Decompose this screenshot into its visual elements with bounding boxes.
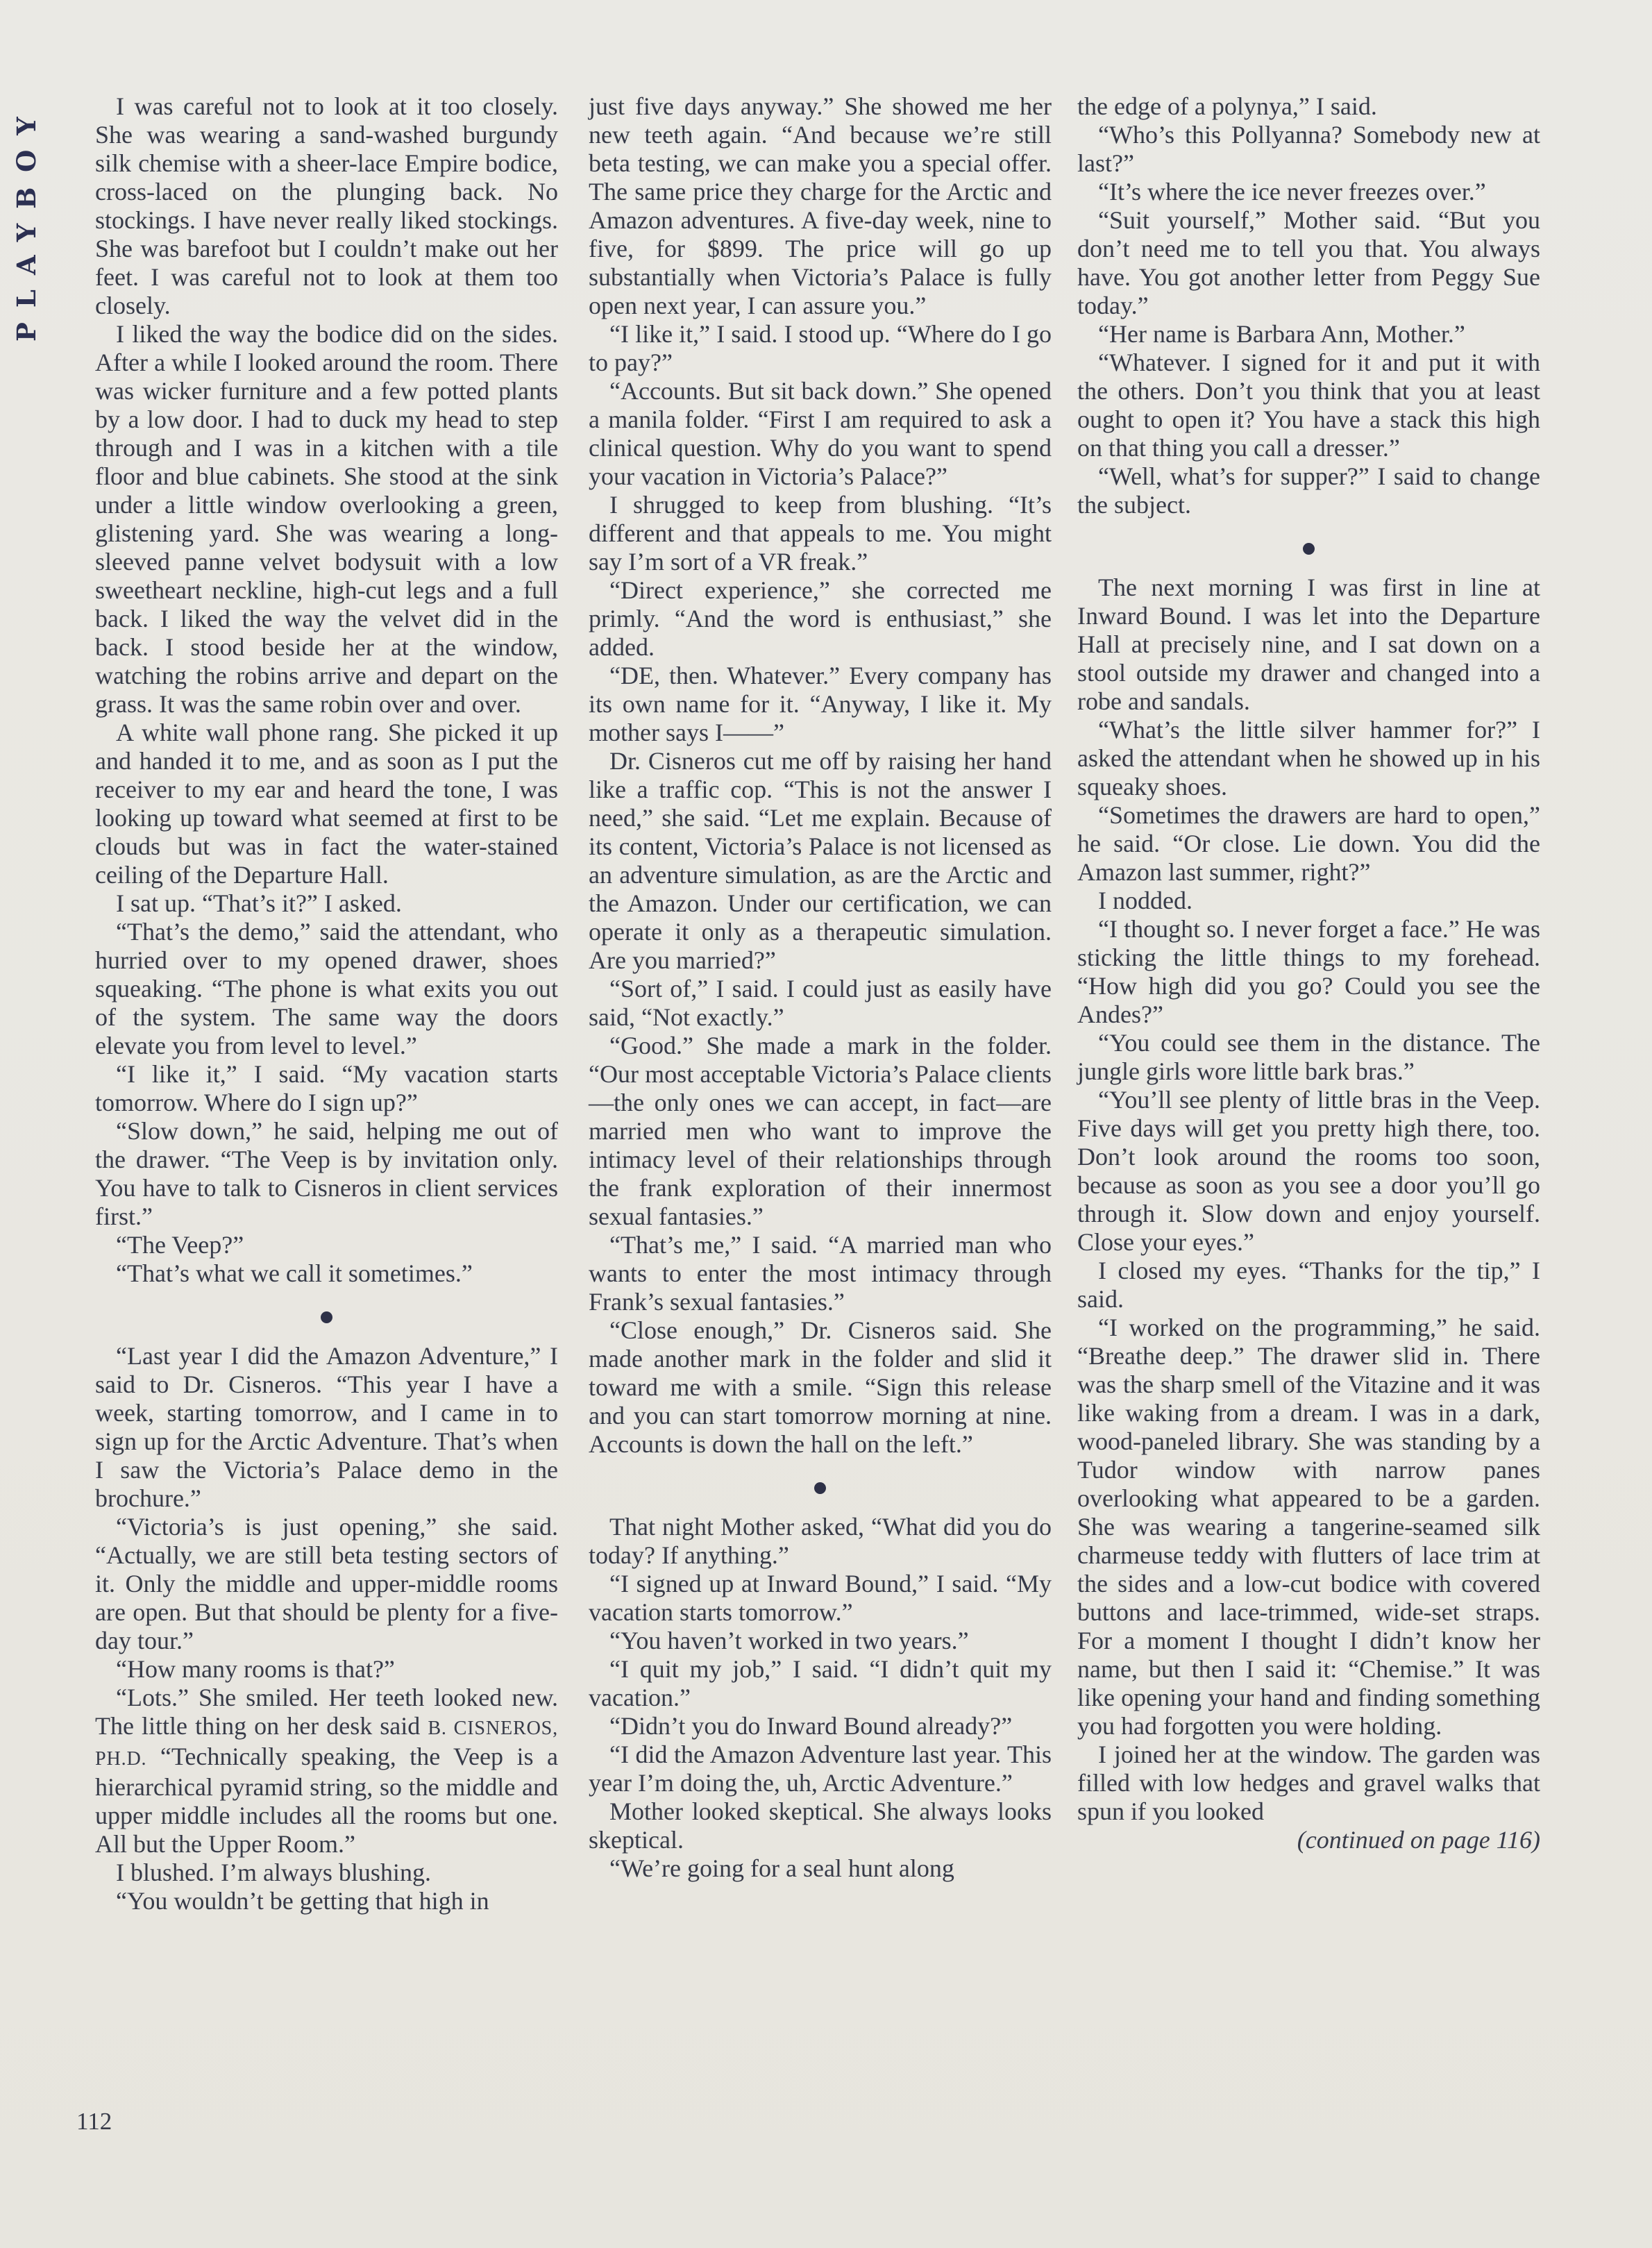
paragraph: “How many rooms is that?”	[116, 1655, 395, 1683]
paragraph: “That’s me,” I said. “A married man who wants to enter the most intimacy through Frank’s sexual fantasies.”	[589, 1231, 1052, 1316]
continued-note: (continued on page 116)	[1297, 1826, 1540, 1854]
paragraph: “Close enough,” Dr. Cisneros said. She made another mark in the folder and slid it toward me with a smile. “Sign this release and you can start tomorrow morning at nine. Accounts is down the hall on the left.”	[589, 1316, 1052, 1458]
paragraph: I blushed. I’m always blushing.	[116, 1859, 431, 1886]
magazine-spine-label: PLAYBOY	[11, 102, 42, 342]
paragraph: A white wall phone rang. She picked it up and handed it to me, and as soon as I put the receiver to my ear and heard the tone, I was looking up toward what seemed at first to be clouds but was in fact the water-stained ceiling of the Departure Hall.	[95, 719, 558, 889]
paragraph: I shrugged to keep from blushing. “It’s different and that appeals to me. You might say I’m sort of a VR freak.”	[589, 491, 1052, 576]
paragraph: “You’ll see plenty of little bras in the Veep. Five days will get you pretty high there, too. Don’t look around the rooms too soon, because as soon as you see a door you’ll go through it. Slow down and enjoy yourself. Close your eyes.”	[1077, 1086, 1540, 1256]
paragraph: Mother looked skeptical. She always looks skeptical.	[589, 1797, 1052, 1854]
paragraph: “I signed up at Inward Bound,” I said. “My vacation starts tomorrow.”	[589, 1570, 1052, 1626]
paragraph: the edge of a polynya,” I said.	[1077, 92, 1377, 120]
separator-dot-icon	[814, 1482, 826, 1494]
paragraph: Dr. Cisneros cut me off by raising her hand like a traffic cop. “This is not the answer I need,” she said. “Let me explain. Because of its content, Victoria’s Palace is not licensed as an adventure simulation, as are the Arctic and the Amazon. Under our certification, we can operate it only as a therapeutic simulation. Are you married?”	[589, 747, 1052, 974]
paragraph: “Whatever. I signed for it and put it with the others. Don’t you think that you at least ought to open it? You have a stack this high on that thing you call a dresser.”	[1077, 349, 1540, 462]
page-number: 112	[76, 2108, 112, 2135]
paragraph: just five days anyway.” She showed me her new teeth again. “And because we’re still beta testing, we can make you a special offer. The same price they charge for the Arctic and Amazon adventures. A five-day week, nine to five, for $899. The price will go up substantially when Victoria’s Palace is fully open next year, I can assure you.”	[589, 92, 1052, 319]
paragraph: “Her name is Barbara Ann, Mother.”	[1098, 320, 1465, 348]
paragraph: “Suit yourself,” Mother said. “But you don’t need me to tell you that. You always have. You got another letter from Peggy Sue today.”	[1077, 206, 1540, 319]
section-separator	[95, 1288, 558, 1342]
paragraph: “Didn’t you do Inward Bound already?”	[609, 1712, 1013, 1740]
paragraph: I nodded.	[1098, 887, 1192, 914]
paragraph: “I thought so. I never forget a face.” He was sticking the little things to my forehead. “How high did you go? Could you see the Andes?”	[1077, 915, 1540, 1028]
text-column-1	[95, 92, 558, 1915]
paragraph: “Sometimes the drawers are hard to open,” he said. “Or close. Lie down. You did the Amazon last summer, right?”	[1077, 801, 1540, 886]
desk-nameplate-text: B. CISNEROS, PH.D.	[95, 1718, 559, 1770]
paragraph: I joined her at the window. The garden was filled with low hedges and gravel walks that spun if you looked	[1077, 1740, 1540, 1825]
paragraph: I was careful not to look at it too closely. She was wearing a sand-washed burgundy silk chemise with a sheer-lace Empire bodice, cross-laced on the plunging back. No stockings. I have never really liked stockings. She was barefoot but I couldn’t make out her feet. I was careful not to look at them too closely.	[95, 92, 558, 319]
paragraph: “That’s what we call it sometimes.”	[116, 1259, 473, 1287]
paragraph: “You could see them in the distance. The jungle girls wore little bark bras.”	[1077, 1029, 1540, 1085]
text-column-3	[1077, 92, 1540, 1854]
paragraph: “I did the Amazon Adventure last year. This year I’m doing the, uh, Arctic Adventure.”	[589, 1740, 1052, 1797]
paragraph: That night Mother asked, “What did you do today? If anything.”	[589, 1513, 1052, 1569]
paragraph: “Who’s this Pollyanna? Somebody new at last?”	[1077, 121, 1540, 177]
paragraph: “Slow down,” he said, helping me out of the drawer. “The Veep is by invitation only. You have to talk to Cisneros in client services first.”	[95, 1117, 558, 1230]
text-column-2	[589, 92, 1052, 1883]
paragraph: I closed my eyes. “Thanks for the tip,” I said.	[1077, 1257, 1540, 1313]
paragraph: “Lots.” She smiled. Her teeth looked new. The little thing on her desk said B. CISNEROS, PH.D. “Technically speaking, the Veep is a hierarchical pyramid string, so the middle and upper middle includes all the rooms but one. All but the Upper Room.”	[95, 1684, 559, 1858]
paragraph: “Sort of,” I said. I could just as easily have said, “Not exactly.”	[589, 975, 1052, 1031]
paragraph: “I like it,” I said. “My vacation starts tomorrow. Where do I sign up?”	[95, 1060, 558, 1116]
paragraph: “I like it,” I said. I stood up. “Where do I go to pay?”	[589, 320, 1052, 376]
paragraph: “Good.” She made a mark in the folder. “Our most acceptable Victoria’s Palace clients—the only ones we can accept, in fact—are married men who want to improve the intimacy level of their relationships through the frank exploration of their innermost sexual fantasies.”	[589, 1032, 1052, 1230]
paragraph: “Well, what’s for supper?” I said to change the subject.	[1077, 462, 1540, 519]
paragraph: “DE, then. Whatever.” Every company has its own name for it. “Anyway, I like it. My mother says I——”	[589, 662, 1052, 746]
paragraph: “Accounts. But sit back down.” She opened a manila folder. “First I am required to ask a clinical question. Why do you want to spend your vacation in Victoria’s Palace?”	[589, 377, 1052, 490]
paragraph: “That’s the demo,” said the attendant, who hurried over to my opened drawer, shoes squeaking. “The phone is what exits you out of the system. The same way the doors elevate you from level to level.”	[95, 918, 558, 1059]
paragraph: I sat up. “That’s it?” I asked.	[116, 889, 402, 917]
section-separator	[589, 1459, 1052, 1513]
paragraph: “What’s the little silver hammer for?” I asked the attendant when he showed up in his squeaky shoes.	[1077, 716, 1540, 800]
paragraph: “Direct experience,” she corrected me primly. “And the word is enthusiast,” she added.	[589, 576, 1052, 661]
paragraph: “The Veep?”	[116, 1231, 244, 1259]
paragraph: “I quit my job,” I said. “I didn’t quit my vacation.”	[589, 1655, 1052, 1711]
paragraph: “Last year I did the Amazon Adventure,” I said to Dr. Cisneros. “This year I have a week, starting tomorrow, and I came in to sign up for the Arctic Adventure. That’s when I saw the Victoria’s Palace demo in the brochure.”	[95, 1342, 558, 1512]
paragraph: “We’re going for a seal hunt along	[609, 1854, 954, 1882]
paragraph: The next morning I was first in line at Inward Bound. I was let into the Departure Hall at precisely nine, and I sat down on a stool outside my drawer and changed into a robe and sandals.	[1077, 573, 1540, 715]
paragraph: “You wouldn’t be getting that high in	[116, 1887, 489, 1915]
separator-dot-icon	[1303, 543, 1315, 555]
paragraph: “You haven’t worked in two years.”	[609, 1627, 969, 1654]
paragraph: “Victoria’s is just opening,” she said. “Actually, we are still beta testing sectors of it. Only the middle and upper-middle rooms are open. But that should be plenty for a five-day tour.”	[95, 1513, 558, 1654]
paragraph: “I worked on the programming,” he said. “Breathe deep.” The drawer slid in. There was the sharp smell of the Vitazine and it was like waking from a dream. I was in a dark, wood-paneled library. She was standing by a Tudor window with narrow panes overlooking what appeared to be a garden. She was wearing a tangerine-seamed silk charmeuse teddy with flutters of lace trim at the sides and a low-cut bodice with covered buttons and lace-trimmed, wide-set straps. For a moment I thought I didn’t know her name, but then I said it: “Chemise.” It was like opening your hand and finding something you had forgotten you were holding.	[1077, 1314, 1540, 1740]
separator-dot-icon	[321, 1311, 332, 1323]
paragraph: “It’s where the ice never freezes over.”	[1098, 178, 1486, 205]
section-separator	[1077, 519, 1540, 573]
paragraph: I liked the way the bodice did on the sides. After a while I looked around the room. There was wicker furniture and a few potted plants by a low door. I had to duck my head to step through and I was in a kitchen with a tile floor and blue cabinets. She stood at the sink under a little window overlooking a green, glistening yard. She was wearing a long-sleeved panne velvet bodysuit with a low sweetheart neckline, high-cut legs and a full back. I liked the way the velvet did in the back. I stood beside her at the window, watching the robins arrive and depart on the grass. It was the same robin over and over.	[95, 320, 558, 718]
